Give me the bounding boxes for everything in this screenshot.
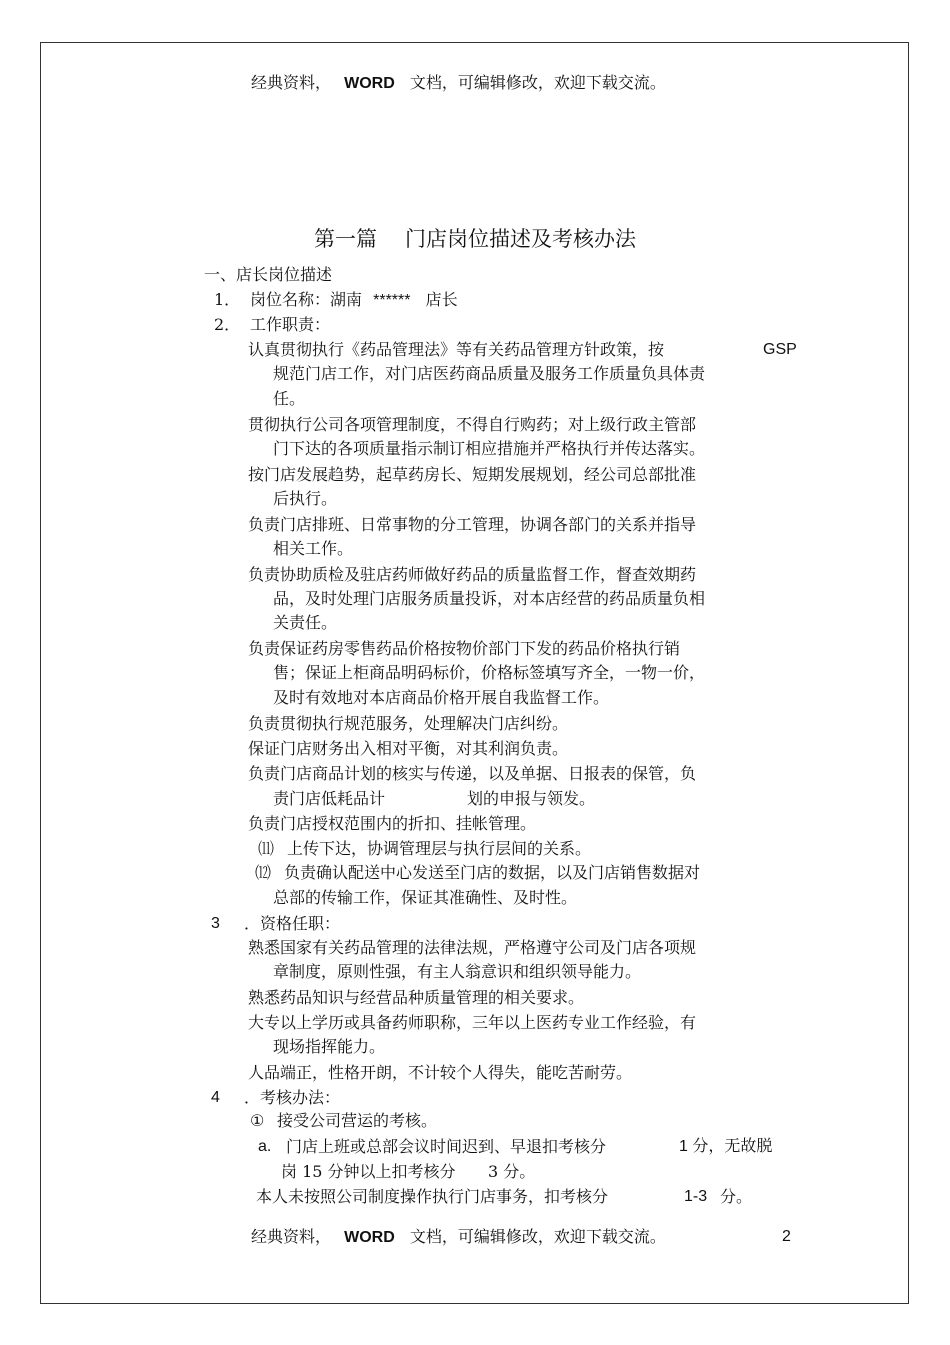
duty-8-line-1: 保证门店财务出入相对平衡，对其利润负责。	[248, 739, 569, 758]
item-4-sub1-text: 接受公司营运的考核。	[277, 1111, 438, 1130]
document-title	[0, 226, 950, 252]
footer-word: WORD	[344, 1229, 395, 1246]
item-4-a-line-1a: 门店上班或总部会议时间迟到、早退扣考核分	[286, 1137, 607, 1156]
duty-3-line-2: 后执行。	[273, 489, 338, 508]
duty-9-line-1: 负责门店商品计划的核实与传递，以及单据、日报表的保管，负	[248, 764, 697, 783]
duty-4-line-1: 负责门店排班、日常事物的分工管理，协调各部门的关系并指导	[248, 515, 697, 534]
item-4-a-line-2: 岗 15 分钟以上扣考核分	[281, 1162, 456, 1181]
duty-1-line-3: 任。	[273, 389, 306, 408]
title-part-1: 第一篇	[314, 227, 377, 251]
duty-6-line-1: 负责保证药房零售药品价格按物价部门下发的药品价格执行销	[248, 639, 681, 658]
duty-2-line-2: 门下达的各项质量指示制订相应措施并严格执行并传达落实。	[273, 439, 706, 458]
duty-12-mark: ⑿	[255, 863, 272, 882]
item-4-num: 4	[211, 1089, 220, 1106]
duty-5-line-3: 关责任。	[273, 613, 338, 632]
header-word: WORD	[344, 75, 395, 92]
item-4-b-line-1c: 分。	[720, 1187, 753, 1206]
section-heading: 一、店长岗位描述	[204, 265, 333, 284]
duty-5-line-2: 品，及时处理门店服务质量投诉，对本店经营的药品质量负相	[273, 589, 706, 608]
duty-12-line-1: 负责确认配送中心发送至门店的数据，以及门店销售数据对	[284, 863, 701, 882]
item-4-a-line-1b: 1 分，无故脱	[679, 1138, 773, 1155]
duty-7-line-1: 负责贯彻执行规范服务，处理解决门店纠纷。	[248, 714, 569, 733]
title-part-2: 门店岗位描述及考核办法	[405, 227, 636, 251]
item-1-role: 店长	[425, 290, 458, 309]
duty-5-line-1: 负责协助质检及驻店药师做好药品的质量监督工作，督查效期药	[248, 565, 697, 584]
duty-11-line-1: 上传下达，协调管理层与执行层间的关系。	[287, 839, 592, 858]
duty-6-line-2: 售；保证上柜商品明码标价，价格标签填写齐全，一物一价，	[273, 663, 706, 682]
req-1-line-1: 熟悉国家有关药品管理的法律法规，严格遵守公司及门店各项规	[248, 938, 697, 957]
duty-2-line-1: 贯彻执行公司各项管理制度，不得自行购药；对上级行政主管部	[248, 415, 697, 434]
header-text-2: 文档，可编辑修改，欢迎下载交流。	[409, 73, 666, 92]
duty-9-line-2b: 划的申报与领发。	[467, 789, 596, 808]
req-2-line-1: 熟悉药品知识与经营品种质量管理的相关要求。	[248, 988, 585, 1007]
duty-1-line-2: 规范门店工作，对门店医药商品质量及服务工作质量负具体责	[273, 364, 706, 383]
page-header	[251, 73, 666, 94]
duty-12-line-2: 总部的传输工作，保证其准确性、及时性。	[273, 888, 578, 907]
page-number: 2	[782, 1228, 791, 1245]
item-3-label: ．资格任职：	[244, 914, 341, 933]
req-1-line-2: 章制度，原则性强，有主人翁意识和组织领导能力。	[273, 962, 642, 981]
item-1-stars: ******	[373, 292, 411, 309]
item-4-sub1-mark: ①	[250, 1111, 265, 1130]
duty-6-line-3: 及时有效地对本店商品价格开展自我监督工作。	[273, 688, 610, 707]
footer-text-2: 文档，可编辑修改，欢迎下载交流。	[409, 1227, 666, 1246]
duty-4-line-2: 相关工作。	[273, 539, 354, 558]
duty-11-mark: ⑾	[258, 839, 275, 858]
item-4-a-mark: a.	[258, 1138, 272, 1155]
item-4-b-line-1a: 本人未按照公司制度操作执行门店事务，扣考核分	[256, 1187, 609, 1206]
duty-1-line-1: 认真贯彻执行《药品管理法》等有关药品管理方针政策，按	[248, 340, 665, 359]
item-2-label: 工作职责：	[250, 315, 331, 334]
item-4-a-line-2b: 3 分。	[488, 1162, 536, 1181]
item-2-num: 2．	[214, 315, 241, 334]
item-1-label: 岗位名称：湖南	[250, 290, 363, 309]
item-1-text	[250, 290, 458, 311]
req-4-line-1: 人品端正，性格开朗，不计较个人得失，能吃苦耐劳。	[248, 1063, 633, 1082]
item-4-label: ．考核办法：	[244, 1088, 341, 1107]
item-1-num: 1．	[214, 290, 241, 309]
duty-10-line-1: 负责门店授权范围内的折扣、挂帐管理。	[248, 814, 537, 833]
duty-1-gsp: GSP	[763, 341, 797, 358]
item-4-b-line-1b: 1-3	[684, 1188, 708, 1205]
header-text-1: 经典资料，	[251, 73, 332, 92]
duty-9-line-2a: 责门店低耗品计	[273, 789, 386, 808]
page-footer	[251, 1227, 666, 1248]
req-3-line-1: 大专以上学历或具备药师职称，三年以上医药专业工作经验，有	[248, 1013, 697, 1032]
duty-3-line-1: 按门店发展趋势，起草药房长、短期发展规划，经公司总部批准	[248, 465, 697, 484]
footer-text-1: 经典资料，	[251, 1227, 332, 1246]
item-3-num: 3	[211, 915, 220, 932]
req-3-line-2: 现场指挥能力。	[273, 1037, 386, 1056]
